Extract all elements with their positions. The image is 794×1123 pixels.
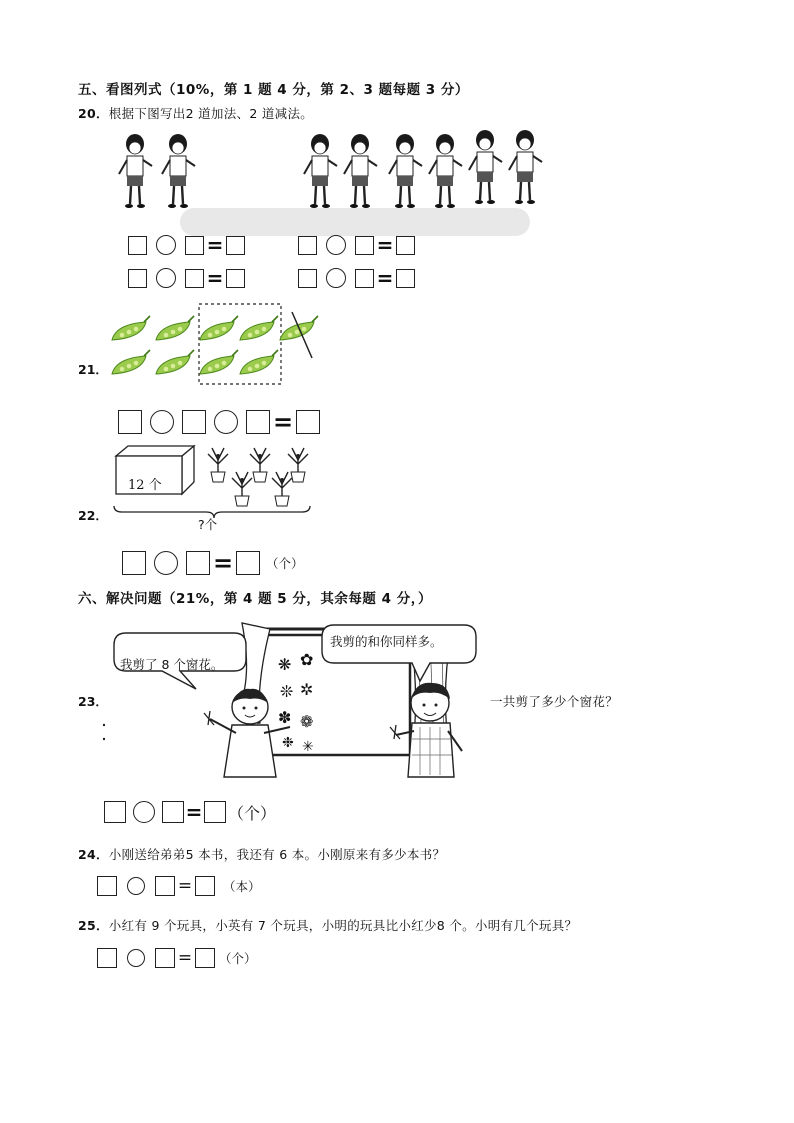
answer-box[interactable]: [186, 551, 210, 575]
child-figure: [344, 134, 377, 208]
operator-circle[interactable]: [127, 949, 145, 967]
question-21-number: 21．: [78, 362, 108, 377]
operator-circle[interactable]: [127, 877, 145, 895]
operator-circle[interactable]: [214, 410, 238, 434]
answer-box[interactable]: [97, 876, 117, 896]
section-6-title: 六、解决问题（21%，第 4 题 5 分，其余每题 4 分，）: [78, 591, 432, 607]
q20-equations-right: [298, 233, 415, 290]
answer-box[interactable]: [195, 948, 215, 968]
q25-equation: [97, 948, 257, 968]
child-figure: [509, 130, 542, 204]
answer-box[interactable]: [195, 876, 215, 896]
answer-box[interactable]: [226, 269, 245, 288]
pea-pod: [156, 316, 194, 340]
question-number: 25．: [78, 918, 109, 933]
q23-equation: [104, 800, 276, 824]
operator-circle[interactable]: [326, 235, 346, 255]
speech-bubble-right-text: 我剪的和你同样多。: [330, 634, 443, 649]
pea-pod: [112, 350, 150, 374]
child-figure: [119, 134, 152, 208]
plant: [250, 448, 270, 482]
answer-box[interactable]: [236, 551, 260, 575]
answer-box[interactable]: [396, 269, 415, 288]
girl-figure: [204, 689, 290, 777]
child-figure: [389, 134, 422, 208]
answer-box[interactable]: [185, 269, 204, 288]
plant: [232, 472, 252, 506]
operator-circle[interactable]: [150, 410, 174, 434]
answer-box[interactable]: [128, 236, 147, 255]
answer-box[interactable]: [246, 410, 270, 434]
question-23-text: 一共剪了多少个窗花？: [490, 694, 619, 709]
plant: [288, 448, 308, 482]
question-23-number: 23．: [78, 694, 108, 709]
answer-box[interactable]: [122, 551, 146, 575]
answer-box[interactable]: [355, 236, 374, 255]
svg-text:❋: ❋: [278, 655, 292, 674]
svg-text:❊: ❊: [280, 682, 294, 701]
operator-circle[interactable]: [133, 801, 155, 823]
plant: [208, 448, 228, 482]
ground-shadow: [180, 208, 530, 236]
answer-box[interactable]: [298, 269, 317, 288]
equation-row: [128, 266, 245, 290]
equals-sign: =: [185, 800, 203, 824]
answer-box[interactable]: [226, 236, 245, 255]
equals-sign: =: [376, 266, 394, 290]
pea-pod: [240, 316, 278, 340]
unit-label: （个）: [266, 556, 304, 571]
pea-pod: [200, 316, 238, 340]
boy-figure: [390, 683, 462, 777]
q20-equations-left: [128, 233, 245, 290]
question-22-number: 22．: [78, 508, 108, 523]
equals-sign: =: [272, 408, 294, 436]
operator-circle[interactable]: [154, 551, 178, 575]
question-25: [78, 916, 577, 934]
answer-box[interactable]: [104, 801, 126, 823]
equation-row: [298, 266, 415, 290]
answer-box[interactable]: [355, 269, 374, 288]
unit-label: （个）: [228, 803, 277, 823]
equals-sign: =: [206, 233, 224, 257]
svg-text:✲: ✲: [300, 680, 314, 699]
children-picture: [100, 128, 570, 240]
equals-sign: =: [206, 266, 224, 290]
unit-label: （本）: [223, 879, 261, 894]
operator-circle[interactable]: [326, 268, 346, 288]
answer-box[interactable]: [155, 876, 175, 896]
section-5-title: 五、看图列式（10%，第 1 题 4 分，第 2、3 题每题 3 分）: [78, 82, 469, 98]
operator-circle[interactable]: [156, 268, 176, 288]
question-text: 小刚送给弟弟5 本书，我还有 6 本。小刚原来有多少本书？: [108, 847, 446, 862]
child-figure: [304, 134, 337, 208]
answer-box[interactable]: [204, 801, 226, 823]
pea-pod: [156, 350, 194, 374]
answer-box[interactable]: [155, 948, 175, 968]
answer-box[interactable]: [162, 801, 184, 823]
q22-equation: [122, 549, 304, 577]
answer-box[interactable]: [97, 948, 117, 968]
child-figure: [429, 134, 462, 208]
speech-bubble-left-text: 我剪了 8 个窗花。: [120, 657, 224, 672]
pea-pod: [112, 316, 150, 340]
answer-box[interactable]: [185, 236, 204, 255]
equation-row: [128, 233, 245, 257]
svg-text:✳: ✳: [302, 739, 314, 755]
answer-box[interactable]: [128, 269, 147, 288]
equals-sign: =: [177, 948, 193, 968]
question-20: [78, 104, 313, 122]
answer-box[interactable]: [296, 410, 320, 434]
pea-pod: [240, 350, 278, 374]
q24-equation: [97, 876, 261, 896]
question-number: 20．: [78, 106, 109, 121]
question-text: 小红有 9 个玩具，小英有 7 个玩具，小明的玩具比小红少8 个。小明有几个玩具？: [108, 918, 578, 933]
svg-text:❉: ❉: [282, 735, 294, 751]
question-number: 24．: [78, 847, 109, 862]
paper-cut-shapes: [278, 650, 314, 755]
equation-row: [298, 233, 415, 257]
operator-circle[interactable]: [156, 235, 176, 255]
answer-box[interactable]: [182, 410, 206, 434]
svg-text:✿: ✿: [300, 650, 314, 669]
box-label: 12 个: [128, 478, 162, 493]
question-24: [78, 845, 445, 863]
unit-label: （个）: [219, 951, 257, 966]
pea-pod: [200, 350, 238, 374]
svg-text:❁: ❁: [300, 712, 314, 731]
q21-equation: [118, 408, 320, 436]
question-text: 根据下图写出2 道加法、2 道减法。: [108, 106, 314, 121]
brace-label: ?个: [198, 517, 218, 532]
child-figure: [162, 134, 195, 208]
equals-sign: =: [212, 549, 234, 577]
equals-sign: =: [177, 876, 193, 896]
plant: [272, 472, 292, 506]
svg-text:✽: ✽: [278, 708, 292, 727]
equals-sign: =: [376, 233, 394, 257]
answer-box[interactable]: [396, 236, 415, 255]
answer-box[interactable]: [118, 410, 142, 434]
child-figure: [469, 130, 502, 204]
pea-pods-picture: [108, 300, 328, 390]
answer-box[interactable]: [298, 236, 317, 255]
